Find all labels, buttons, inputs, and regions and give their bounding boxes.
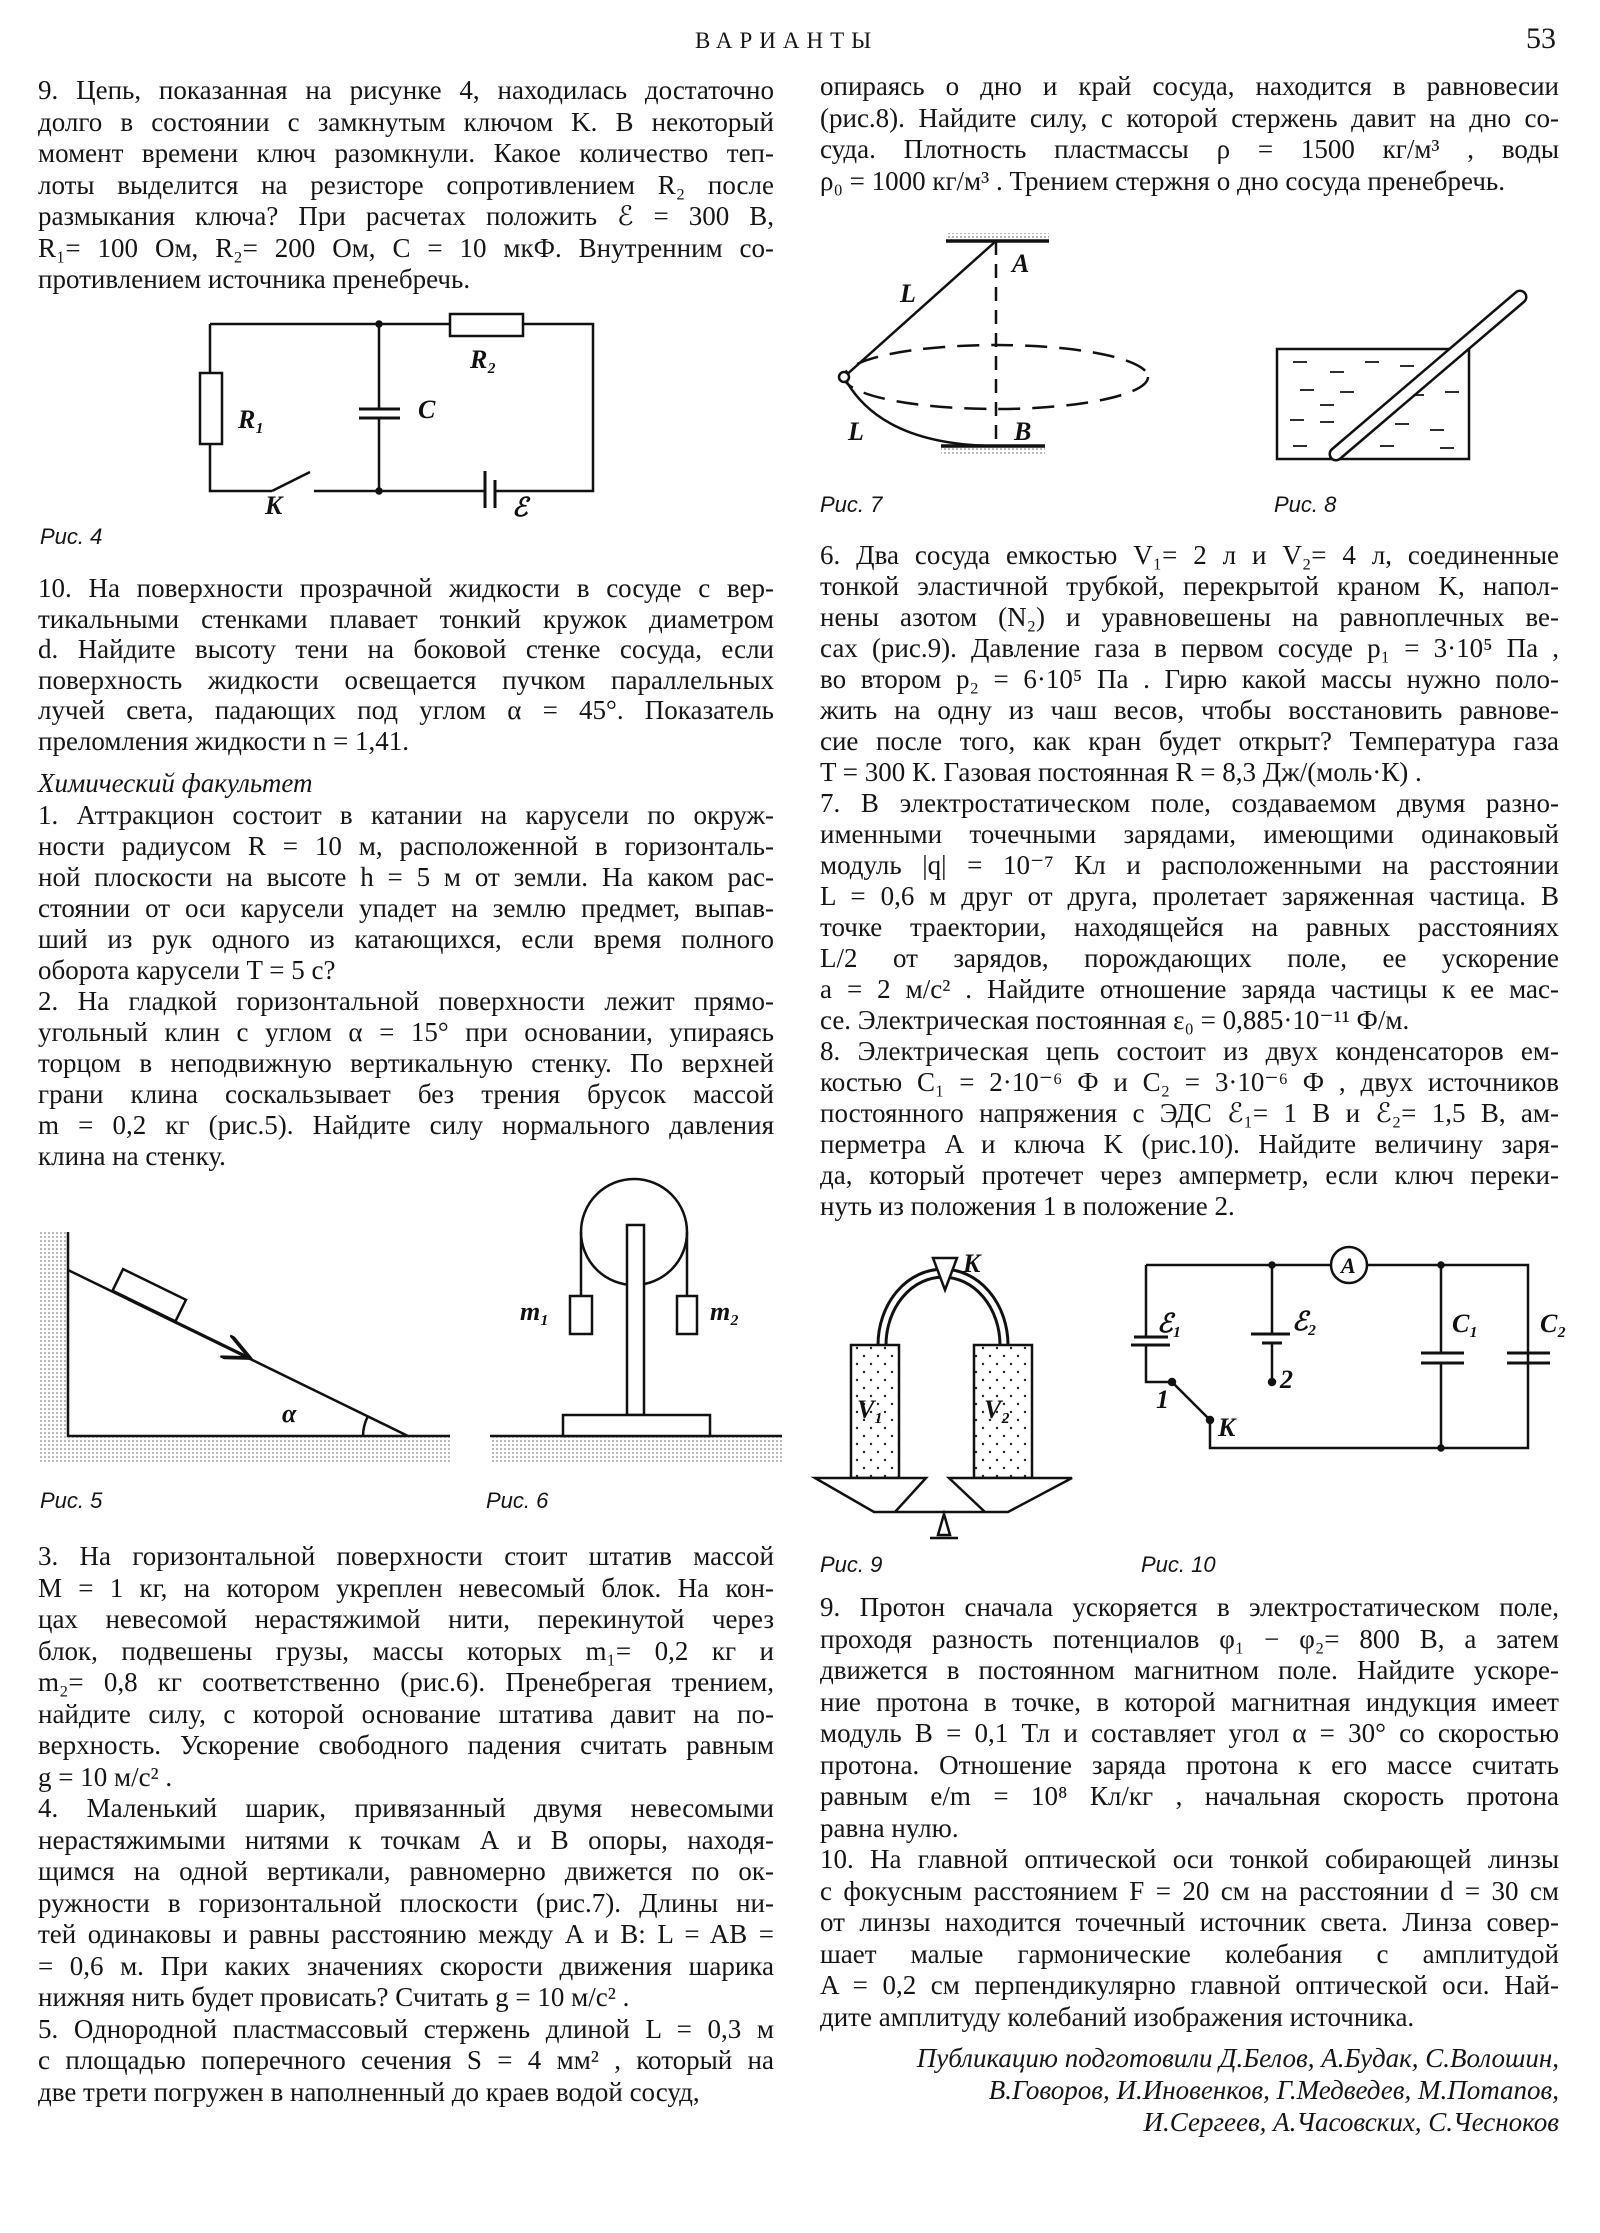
text-line: 9. Протон сначала ускоряется в электростатическом поле, <box>820 1592 1559 1622</box>
label-alpha: α <box>282 1399 297 1428</box>
sliding-block <box>113 1269 186 1321</box>
text-line: нены азотом (N₂) и уравновешены на равноплечных ве- <box>820 602 1559 632</box>
text-line: 5. Однородной пластмассовый стержень длиной L = 0,3 м <box>38 2013 774 2044</box>
text-line: движется в постоянном магнитном поле. Найдите ускоре- <box>820 1655 1559 1685</box>
label-m2: m₂ <box>710 1297 740 1326</box>
text-line: ние протона в точке, в которой магнитная индукция имеет <box>820 1686 1559 1717</box>
label-l-bottom: L <box>848 417 864 446</box>
label-a: A <box>1012 249 1030 278</box>
text-line: стоянии от оси карусели упадет на землю предмет, выпав- <box>38 893 774 923</box>
text-line: точке траектории, находящейся на равных расстояниях <box>820 912 1559 942</box>
label-r2: R₂ <box>470 345 497 374</box>
label-b: B <box>1014 417 1032 446</box>
label-valve-k: K <box>963 1249 981 1278</box>
figure-5-caption: Рис. 5 <box>40 1488 103 1513</box>
label-r1: R₁ <box>238 405 265 434</box>
text-line: тонкой эластичной трубкой, перекрытой краном K, напол- <box>820 571 1559 601</box>
label-m1: m₁ <box>520 1297 550 1326</box>
text-line: поверхность жидкости освещается пучком параллельных <box>38 664 774 695</box>
text-line: да, который протечет через амперметр, если ключ переки- <box>820 1160 1559 1190</box>
label-ammeter: A <box>1341 1253 1356 1278</box>
text-line: с фокусным расстоянием F = 20 см на расстоянии d = 30 см <box>820 1875 1559 1906</box>
figure-9-caption: Рис. 9 <box>820 1552 883 1577</box>
text-line: 6. Два сосуда емкостью V₁= 2 л и V₂= 4 л, соединенные <box>820 540 1559 570</box>
label-v1: V₁ <box>857 1395 884 1424</box>
text-line: се. Электрическая постоянная ε₀ = 0,885·10⁻¹¹ Ф/м. <box>820 1005 1410 1035</box>
text-line: нижняя нить будет провисать? Считать g = 10 м/с² . <box>38 1982 630 2012</box>
resistor-r1 <box>200 373 222 444</box>
text-line: В.Говоров, И.Иновенков, Г.Медведев, М.Потапов, <box>988 2075 1559 2105</box>
text-line: g = 10 м/с² . <box>38 1761 173 1792</box>
text-line: (рис.8). Найдите силу, с которой стержень давит на дно со- <box>820 102 1559 133</box>
text-line: лоты выделится на резисторе сопротивлением R₂ после <box>38 169 774 200</box>
figure-10-caption: Рис. 10 <box>1141 1552 1216 1577</box>
text-line: 1. Аттракцион состоит в катании на карусели по окруж- <box>38 800 774 830</box>
text-line: модуль |q| = 10⁻⁷ Кл и расположенными на расстоянии <box>820 850 1559 880</box>
text-line: ной плоскости на высоте h = 5 м от земли. На каком рас- <box>38 862 774 892</box>
text-line: равным e/m = 10⁸ Кл/кг , начальная скорость протона <box>820 1781 1559 1811</box>
text-line: T = 300 К. Газовая постоянная R = 8,3 Дж/(моль·К) . <box>820 757 1422 787</box>
text-line: ρ₀ = 1000 кг/м³ . Трением стержня о дно сосуда пренебречь. <box>820 165 1505 196</box>
label-c: C <box>418 395 436 424</box>
text-line: грани клина соскальзывает без трения брусок массой <box>38 1079 774 1109</box>
text-line: клина на стенку. <box>38 1141 226 1171</box>
figure-6-caption: Рис. 6 <box>486 1488 549 1513</box>
figure-8-rod-in-vessel <box>1277 297 1520 459</box>
running-header: ВАРИАНТЫ <box>695 28 879 53</box>
text-line: постоянного напряжения с ЭДС ℰ₁= 1 В и ℰ₂= 1,5 В, ам- <box>820 1098 1559 1128</box>
text-line: 10. На поверхности прозрачной жидкости в сосуде с вер- <box>38 573 774 603</box>
text-line: дите амплитуду колебаний изображения источника. <box>820 2001 1415 2032</box>
label-k: K <box>265 491 283 520</box>
text-line: противлением источника пренебречь. <box>38 264 471 294</box>
text-line: 8. Электрическая цепь состоит из двух конденсаторов ем- <box>820 1036 1559 1066</box>
label-c1: C₁ <box>1452 1309 1479 1338</box>
figure-8-caption: Рис. 8 <box>1274 492 1337 517</box>
arrow-icon <box>176 1322 250 1358</box>
text-line: L = 0,6 м друг от друга, пролетает заряженная частица. В <box>820 881 1559 911</box>
figure-9-vessels-on-scale <box>815 1258 1072 1538</box>
text-line: во втором p₂ = 6·10⁵ Па . Гирю какой массы нужно поло- <box>820 664 1559 694</box>
text-line: m₂= 0,8 кг соответственно (рис.6). Пренебрегая трением, <box>38 1667 774 1697</box>
weight-m2 <box>677 1296 697 1334</box>
text-line: жить на одну из чаш весов, чтобы восстановить равнове- <box>820 695 1559 725</box>
text-line: нуть из положения 1 в положение 2. <box>820 1191 1235 1221</box>
resistor-r2 <box>450 314 523 336</box>
battery-e2 <box>1251 1334 1290 1343</box>
text-line: тей одинаковы и равны расстоянию между A и B: L = AB = <box>38 1919 774 1949</box>
text-line: M = 1 кг, на котором укреплен невесомый блок. На кон- <box>38 1572 774 1603</box>
text-line: размыкания ключа? При расчетах положить ℰ = 300 В, <box>38 201 774 231</box>
text-line: 4. Маленький шарик, привязанный двумя невесомыми <box>38 1793 774 1823</box>
text-line: 3. На горизонтальной поверхности стоит штатив массой <box>38 1541 774 1571</box>
text-line: блок, подвешены грузы, массы которых m₁= 0,2 кг и <box>38 1635 774 1666</box>
text-line: преломления жидкости n = 1,41. <box>38 725 409 756</box>
text-line: суда. Плотность пластмассы ρ = 1500 кг/м³ , воды <box>820 134 1559 165</box>
text-line: сие после того, как кран будет открыт? Температура газа <box>820 726 1559 756</box>
text-line: тикальными стенками плавает тонкий кружок диаметром <box>38 603 774 634</box>
text-line: протона. Отношение заряда протона к его массе считать <box>820 1749 1559 1780</box>
text-line: опираясь о дно и край сосуда, находится в равновесии <box>820 71 1559 101</box>
text-line: именными точечными зарядами, имеющими одинаковый <box>820 819 1559 849</box>
page-number: 53 <box>1526 22 1556 55</box>
label-l-top: L <box>900 279 916 308</box>
battery-e1 <box>1131 1337 1170 1345</box>
text-line: две трети погружен в наполненный до краев водой сосуд, <box>38 2076 700 2107</box>
text-line: верхность. Ускорение свободного падения считать равным <box>38 1730 774 1760</box>
text-line: m = 0,2 кг (рис.5). Найдите силу нормального давления <box>38 1110 774 1140</box>
text-line: И.Сергеев, А.Часовских, С.Чесноков <box>1143 2107 1559 2137</box>
text-line: угольный клин с углом α = 15° при основании, упираясь <box>38 1017 774 1047</box>
text-line: долго в состоянии с замкнутым ключом K. В некоторый <box>38 106 774 137</box>
text-line: цах невесомой нерастяжимой нити, перекинутой через <box>38 1604 774 1634</box>
text-line: R₁= 100 Ом, R₂= 200 Ом, C = 10 мкФ. Внутренним со- <box>38 232 774 263</box>
text-line: торцом в неподвижную вертикальную стенку. По верхней <box>38 1048 774 1078</box>
figure-7-caption: Рис. 7 <box>820 492 883 517</box>
figure-4-caption: Рис. 4 <box>40 524 103 549</box>
weight-m1 <box>570 1296 592 1334</box>
text-line: ший из рук одного из катающихся, если время полного <box>38 924 774 954</box>
text-line: d. Найдите высоту тени на боковой стенке сосуда, если <box>38 634 774 664</box>
text-line: 7. В электростатическом поле, создаваемом двумя разно- <box>820 788 1559 818</box>
label-switch-k: K <box>1218 1413 1236 1442</box>
text-line: 2. На гладкой горизонтальной поверхности лежит прямо- <box>38 986 774 1016</box>
text-line: модуль B = 0,1 Тл и составляет угол α = 30° со скоростью <box>820 1718 1559 1748</box>
text-line: равна нулю. <box>820 1812 959 1843</box>
text-line: момент времени ключ разомкнули. Какое количество теп- <box>38 138 774 168</box>
text-line: сах (рис.9). Давление газа в первом сосуде p₁ = 3·10⁵ Па , <box>820 633 1559 663</box>
label-position-2: 2 <box>1280 1365 1293 1394</box>
text-line: L/2 от зарядов, порождающих поле, ее ускорение <box>820 943 1559 973</box>
text-line: найдите силу, с которой основание штатива давит на по- <box>38 1698 774 1729</box>
capacitor-c <box>359 409 400 418</box>
battery <box>485 471 495 508</box>
text-line: A = 0,2 см перпендикулярно главной оптической оси. Най- <box>820 1970 1559 2000</box>
text-line: лучей света, падающих под углом α = 45°. Показатель <box>38 695 774 725</box>
text-line: = 0,6 м. При каких значениях скорости движения шарика <box>38 1950 774 1981</box>
text-line: шает малые гармонические колебания с амплитудой <box>820 1938 1559 1969</box>
text-line: перметра A и ключа K (рис.10). Найдите величину заря- <box>820 1129 1559 1159</box>
text-line: щимся на одной вертикали, равномерно движется по ок- <box>38 1856 774 1886</box>
label-e1: ℰ₁ <box>1157 1309 1182 1338</box>
switch-k <box>272 472 310 491</box>
text-line: от линзы находится точечный источник света. Линза совер- <box>820 1907 1559 1937</box>
text-line: Публикацию подготовили Д.Белов, А.Будак, С.Волошин, <box>916 2043 1559 2073</box>
label-position-1: 1 <box>1156 1385 1169 1414</box>
text-line: ности радиусом R = 10 м, расположенной в горизонталь- <box>38 831 774 861</box>
label-emf: ℰ <box>512 493 528 522</box>
section-heading-chemistry: Химический факультет <box>38 768 313 798</box>
label-e2: ℰ₂ <box>1292 1307 1317 1336</box>
text-line: с площадью поперечного сечения S = 4 мм² , который на <box>38 2045 774 2075</box>
label-v2: V₂ <box>984 1395 1011 1424</box>
text-line: проходя разность потенциалов φ₁ − φ₂= 800 В, а затем <box>820 1623 1559 1654</box>
text-line: 10. На главной оптической оси тонкой собирающей линзы <box>820 1844 1559 1874</box>
figure-5-wedge <box>38 1232 450 1463</box>
text-line: a = 2 м/с² . Найдите отношение заряда частицы к ее мас- <box>820 974 1559 1004</box>
text-line: 9. Цепь, показанная на рисунке 4, находилась достаточно <box>38 75 774 105</box>
switch-k <box>1172 1382 1210 1420</box>
text-line: оборота карусели T = 5 с? <box>38 955 336 985</box>
figure-7-conical-pendulum <box>839 233 1148 454</box>
ball <box>839 372 849 382</box>
text-line: нерастяжимыми нитями к точкам A и B опоры, находя- <box>38 1824 774 1855</box>
text-line: костью C₁ = 2·10⁻⁶ Ф и C₂ = 3·10⁻⁶ Ф , двух источников <box>820 1067 1559 1097</box>
text-line: ружности в горизонтальной плоскости (рис.7). Длины ни- <box>38 1887 774 1918</box>
label-c2: C₂ <box>1540 1309 1567 1338</box>
